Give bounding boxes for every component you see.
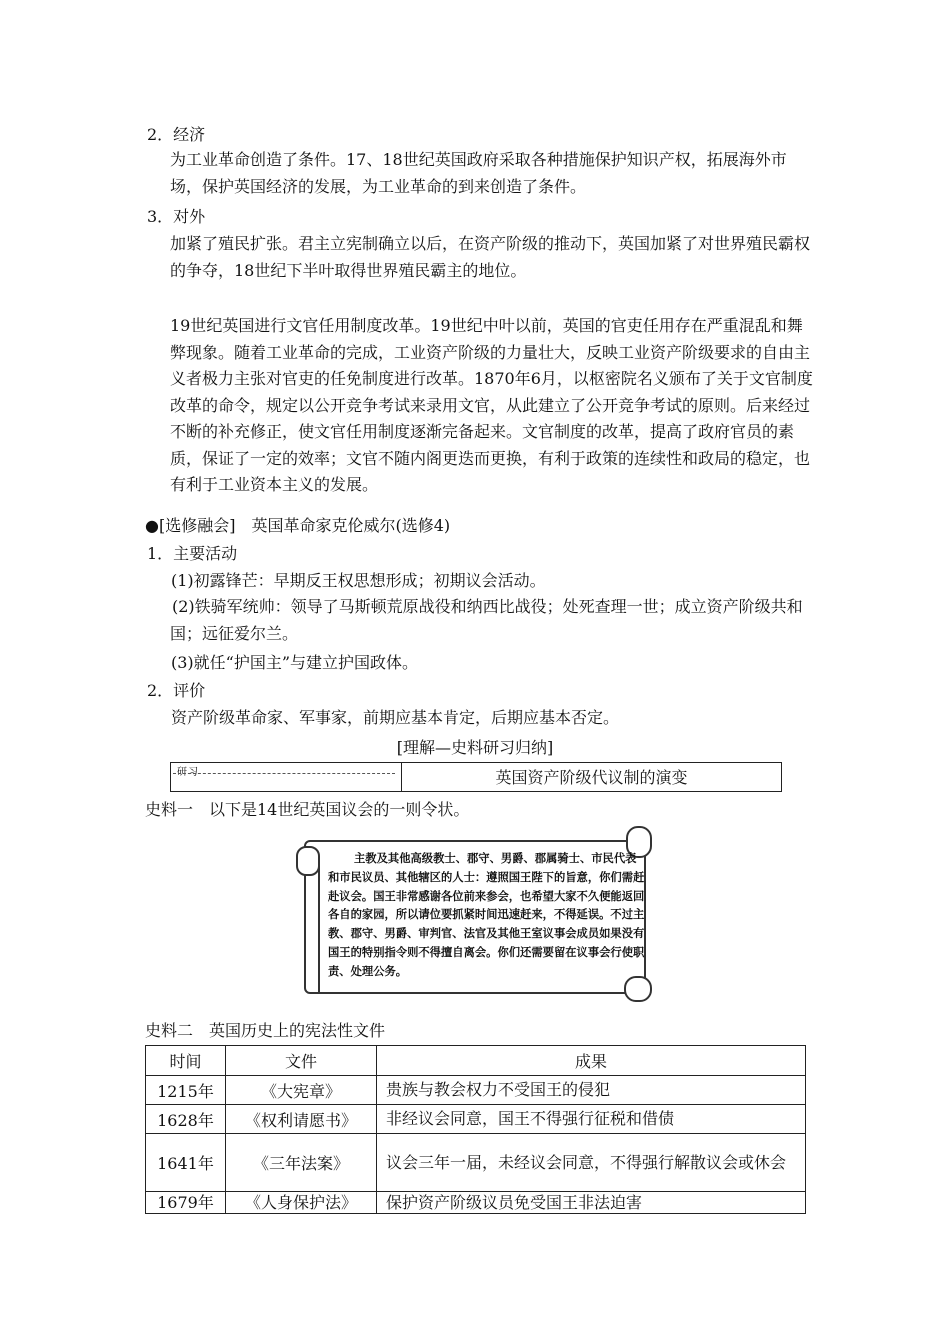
table-row — [146, 1192, 806, 1214]
bullet-icon: ● — [145, 516, 159, 535]
table-header-row — [146, 1046, 806, 1076]
table-cell: 《三年法案》 — [226, 1134, 377, 1192]
activity-item: (1)初露锋芒：早期反王权思想形成；初期议会活动。 — [171, 571, 546, 590]
study-tag-label: 研习 — [177, 767, 199, 778]
table-row — [146, 1134, 806, 1192]
economy-paragraph: 为工业革命创造了条件。17、18世纪英国政府采取各种措施保护知识产权，拓展海外市场，保护英国经济的发展，为工业革命的到来创造了条件。 — [170, 150, 787, 196]
evaluation-text: 资产阶级革命家、军事家，前期应基本肯定，后期应基本否定。 — [171, 708, 620, 727]
source-1-label: 史料一 以下是14世纪英国议会的一则令状。 — [145, 800, 470, 819]
table-cell: 《大宪章》 — [226, 1076, 377, 1105]
civil-service-paragraph: 19世纪英国进行文官任用制度改革。19世纪中叶以前，英国的官吏任用存在严重混乱和舞弊现象。随着工业革命的完成，工业资产阶级的力量壮大，反映工业资产阶级要求的自由主义者极力主张对官吏的任免制度进行改革。1870年6月，以枢密院名义颁布了关于文官制度改革的命令，规定以公开竞争考试来录用文官，从此建立了公开竞争考试的原则。后来经过不断的补充修正，使文官任用制度逐渐完备起来。文官制度的改革，提高了政府官员的素质，保证了一定的效率；文官不随内阁更迭而更换，有利于政策的连续性和政局的稳定，也有利于工业资本主义的发展。 — [170, 316, 813, 494]
evaluation-heading: 2．评价 — [147, 681, 206, 700]
section-heading-foreign: 3．对外 — [147, 207, 206, 226]
activity-item: (3)就任“护国主”与建立护国政体。 — [171, 653, 419, 672]
scroll-edge-line — [318, 866, 320, 994]
elective-title: [选修融会] 英国革命家克伦威尔(选修4) — [158, 516, 451, 535]
column-header: 文件 — [226, 1046, 377, 1076]
main-activities-heading: 1．主要活动 — [147, 544, 238, 563]
study-box-title: 英国资产阶级代议制的演变 — [495, 768, 688, 787]
table-cell: 1215年 — [146, 1076, 226, 1105]
table-cell: 1628年 — [146, 1105, 226, 1134]
constitutional-documents-table — [145, 1045, 806, 1214]
study-box — [170, 762, 782, 792]
table-cell: 非经议会同意，国王不得强行征税和借债 — [377, 1105, 806, 1134]
section-heading-economy: 2．经济 — [147, 125, 206, 144]
scroll-curl-icon — [296, 846, 320, 876]
column-header: 时间 — [146, 1046, 226, 1076]
table-cell: 1641年 — [146, 1134, 226, 1192]
table-row — [146, 1076, 806, 1105]
foreign-paragraph: 加紧了殖民扩张。君主立宪制确立以后，在资产阶级的推动下，英国加紧了对世界殖民霸权的争夺，18世纪下半叶取得世界殖民霸主的地位。 — [170, 234, 811, 280]
understanding-heading: [理解—史料研习归纳] — [396, 738, 554, 757]
elective-title-line — [145, 513, 450, 536]
table-cell: 议会三年一届，未经议会同意，不得强行解散议会或休会 — [377, 1134, 806, 1192]
table-cell: 《权利请愿书》 — [226, 1105, 377, 1134]
table-cell: 《人身保护法》 — [226, 1192, 377, 1214]
study-tag — [171, 763, 402, 791]
study-tag-divider — [173, 773, 395, 774]
source-2-label: 史料二 英国历史上的宪法性文件 — [145, 1021, 386, 1040]
table-cell: 保护资产阶级议员免受国王非法迫害 — [377, 1192, 806, 1214]
column-header: 成果 — [377, 1046, 806, 1076]
table-row — [146, 1105, 806, 1134]
table-cell: 贵族与教会权力不受国王的侵犯 — [377, 1076, 806, 1105]
table-cell: 1679年 — [146, 1192, 226, 1214]
parliament-writ-scroll — [296, 826, 656, 1002]
scroll-text: 主教及其他高级教士、郡守、男爵、郡属骑士、市民代表和市民议员、其他辖区的人士：遵照国王陛下的旨意，你们需赶赴议会。国王非常感谢各位前来参会，也希望大家不久便能返回各自的家园，所以请位要抓紧时间迅速赶来，不得延误。不过主教、郡守、男爵、审判官、法官及其他王室议事会成员如果没有国王的特别指令则不得擅自离会。你们还需要留在议事会行使职责、处理公务。 — [328, 852, 645, 978]
activity-item: (2)铁骑军统帅：领导了马斯顿荒原战役和纳西比战役；处死查理一世；成立资产阶级共和国；远征爱尔兰。 — [170, 597, 803, 643]
